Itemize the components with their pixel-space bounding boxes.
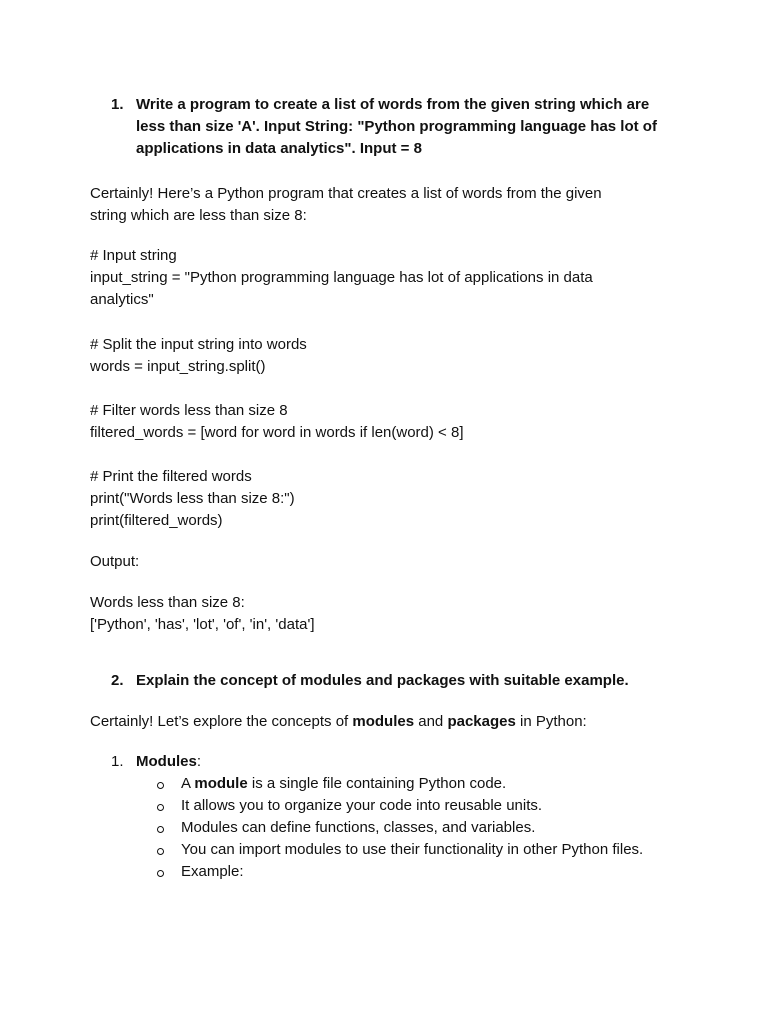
code-block-split — [90, 334, 690, 378]
question-1-line: applications in data analytics". Input = 8 — [136, 140, 422, 157]
output-block — [90, 592, 690, 636]
question-2-text: Explain the concept of modules and packages with suitable example. — [136, 672, 629, 689]
modules-bullet-list — [157, 773, 677, 883]
paragraph-line: Certainly! Here’s a Python program that creates a list of words from the given — [90, 185, 602, 202]
bullet-text: Modules can define functions, classes, and variables. — [181, 819, 536, 836]
bullet-text: A — [181, 775, 195, 792]
code-line: print(filtered_words) — [90, 512, 223, 529]
question-2-number: 2. — [111, 672, 124, 689]
hollow-bullet-icon — [157, 870, 164, 877]
code-block-input — [90, 245, 690, 311]
hollow-bullet-icon — [157, 782, 164, 789]
code-block-filter — [90, 400, 690, 444]
question-1-number: 1. — [111, 96, 124, 113]
question-1-line: less than size 'A'. Input String: "Python programming language has lot of — [136, 118, 657, 135]
intro-text: in Python: — [515, 713, 587, 730]
question-1 — [111, 94, 671, 160]
list-item — [157, 839, 677, 861]
answer-1-intro — [90, 183, 690, 227]
intro-bold-packages: packages — [447, 713, 516, 730]
modules-number: 1. — [111, 753, 124, 770]
code-line: analytics" — [90, 291, 154, 308]
code-line: # Split the input string into words — [90, 336, 307, 353]
output-line: Words less than size 8: — [90, 594, 245, 611]
hollow-bullet-icon — [157, 848, 164, 855]
list-item — [157, 795, 677, 817]
code-block-print — [90, 466, 690, 532]
code-line: print("Words less than size 8:") — [90, 490, 295, 507]
question-1-line: Write a program to create a list of words from the given string which are — [136, 96, 650, 113]
hollow-bullet-icon — [157, 804, 164, 811]
bullet-text: is a single file containing Python code. — [247, 775, 507, 792]
output-label-text: Output: — [90, 553, 140, 570]
list-item — [157, 817, 677, 839]
code-line: words = input_string.split() — [90, 358, 266, 375]
paragraph-line — [90, 711, 690, 733]
output-label — [90, 551, 690, 573]
code-line: input_string = "Python programming language has lot of applications in data — [90, 269, 593, 286]
question-2 — [111, 670, 671, 692]
bullet-bold-module: module — [194, 775, 248, 792]
code-line: # Filter words less than size 8 — [90, 402, 288, 419]
intro-bold-modules: modules — [352, 713, 415, 730]
hollow-bullet-icon — [157, 826, 164, 833]
modules-heading-colon: : — [196, 753, 202, 770]
code-line: # Input string — [90, 247, 177, 264]
question-1-text — [136, 94, 671, 160]
intro-text: Certainly! Let’s explore the concepts of — [90, 713, 353, 730]
code-line: # Print the filtered words — [90, 468, 252, 485]
output-line: ['Python', 'has', 'lot', 'of', 'in', 'data'] — [90, 616, 315, 633]
code-line: filtered_words = [word for word in words if len(word) < 8] — [90, 424, 464, 441]
intro-text: and — [414, 713, 448, 730]
modules-heading — [136, 751, 201, 773]
bullet-text: It allows you to organize your code into reusable units. — [181, 797, 543, 814]
paragraph-line: string which are less than size 8: — [90, 207, 307, 224]
answer-2-intro — [90, 711, 690, 733]
modules-heading-text: Modules — [136, 753, 197, 770]
list-item — [157, 861, 677, 883]
list-item — [157, 773, 677, 795]
bullet-text: You can import modules to use their functionality in other Python files. — [181, 841, 644, 858]
bullet-text: Example: — [181, 863, 244, 880]
